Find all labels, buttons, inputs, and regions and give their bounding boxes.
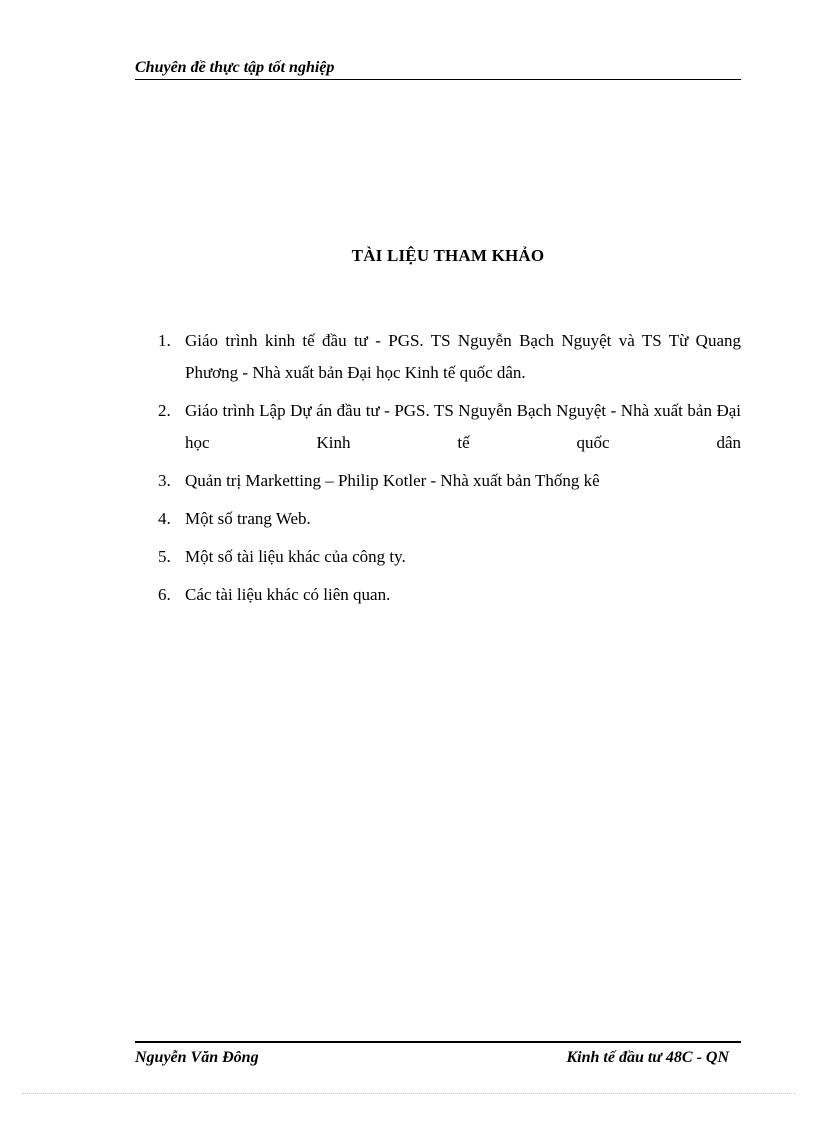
page-bottom-divider bbox=[22, 1093, 796, 1094]
header-title: Chuyên đề thực tập tốt nghiệp bbox=[135, 59, 335, 76]
reference-item bbox=[158, 579, 741, 611]
reference-number: 4. bbox=[158, 509, 171, 528]
section-title: TÀI LIỆU THAM KHẢO bbox=[351, 246, 545, 265]
reference-number: 5. bbox=[158, 547, 171, 566]
reference-item bbox=[158, 325, 741, 389]
reference-number: 3. bbox=[158, 471, 171, 490]
reference-number: 2. bbox=[158, 401, 171, 420]
reference-list bbox=[158, 325, 741, 617]
footer-author: Nguyễn Văn Đông bbox=[135, 1049, 259, 1066]
reference-text: Giáo trình Lập Dự án đầu tư - PGS. TS Nguyễn Bạch Nguyệt - Nhà xuất bản Đại học Kinh tế quốc dân bbox=[185, 401, 741, 452]
reference-number: 1. bbox=[158, 331, 171, 350]
reference-text: Một số trang Web. bbox=[185, 509, 311, 528]
reference-text: Quản trị Marketting – Philip Kotler - Nhà xuất bản Thống kê bbox=[185, 471, 600, 490]
reference-item bbox=[158, 503, 741, 535]
reference-number: 6. bbox=[158, 585, 171, 604]
reference-item bbox=[158, 465, 741, 497]
page-header bbox=[135, 58, 741, 80]
reference-item bbox=[158, 395, 741, 459]
reference-text: Một số tài liệu khác của công ty. bbox=[185, 547, 406, 566]
page-footer bbox=[135, 1041, 741, 1073]
reference-item bbox=[158, 541, 741, 573]
reference-text: Giáo trình kinh tế đầu tư - PGS. TS Nguyễn Bạch Nguyệt và TS Từ Quang Phương - Nhà xuất bản Đại học Kinh tế quốc dân. bbox=[185, 331, 741, 382]
reference-text: Các tài liệu khác có liên quan. bbox=[185, 585, 391, 604]
footer-class: Kinh tế đầu tư 48C - QN bbox=[566, 1049, 729, 1066]
